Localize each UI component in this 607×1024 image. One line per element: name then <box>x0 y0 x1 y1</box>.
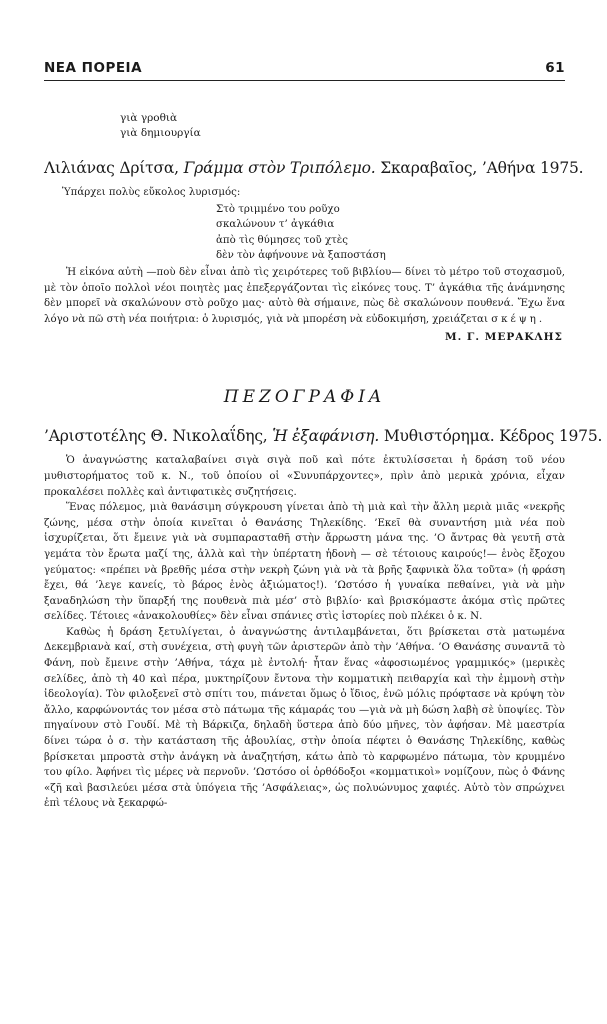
reviewer-signature: Μ. Γ. ΜΕΡΑΚΛΗΣ <box>445 331 563 344</box>
paragraph: Ὁ ἀναγνώστης καταλαβαίνει σιγὰ σιγὰ ποῦ καὶ πότε ἐκτυλίσσεται ἡ δράση τοῦ νέου μυθιστορήματος τοῦ κ. Ν., τοῦ ὁποίου οἱ «Συνυπάρχοντες», πρὶν ἀπὸ μερικὰ χρόνια, εἶχαν προκαλέσει πολλὲς καὶ ἀντιφατικὲς συζητήσεις. <box>44 455 565 498</box>
poem-fragment <box>120 111 565 141</box>
quote-line: δὲν τὸν ἀφήνουνε νὰ ξαποστάση <box>216 250 386 262</box>
journal-title: ΝΕΑ ΠΟΡΕΙΑ <box>44 60 143 76</box>
quote-line: ἀπὸ τὶς θύμησες τοῦ χτὲς <box>216 234 348 246</box>
paragraph: Ἕνας πόλεμος, μιὰ θανάσιμη σύγκρουση γίνεται ἀπὸ τὴ μιὰ καὶ τὴν ἄλλη μεριὰ μιᾶς «νεκρῆς ζώνης, μέσα στὴν ὁποία κινεῖται ὁ Θανάσης Τηλεκίδης. ’Εκεῖ θὰ συναντήση μιὰ νέα ποὺ ἰσχυρίζεται, ὅτι ἔμεινε γιὰ νὰ συμπαρασταθῆ στὴν ἄρρωστη μάνα της. ’Ο ἄντρας θὰ γευτῆ στὰ γεμάτα τὸν ἔρωτα μαζί της, ἀλλὰ καὶ τὴν ὑπέρτατη ἡδονὴ — σὲ τέτοιους καιρούς!— ἑνὸς ἔξοχου γεύματος: «πρέπει νὰ βρεθῆς μέσα στὴν νεκρὴ ζώνη γιὰ νὰ τὰ βρῆς ξαφνικὰ ὅλα τοῦτα» (ἡ φράση ἔχει, θά ’λεγε κανείς, τὸ βάρος ἑνὸς ἀξιώματος!). ’Ωστόσο ἡ γυναίκα πεθαίνει, γιὰ νὰ μὴν ξαναδηλώση τὴν ὕπαρξή της πουθενὰ πιὰ μέσ’ στὸ βιβλίο· καὶ βρισκόμαστε ἀκόμα στὶς πρῶτες σελίδες. Τέτοιες «ἀνακολουθίες» δὲν εἶναι σπάνιες στὶς ἱστορίες ποὺ πλέκει ὁ κ. Ν. <box>44 502 565 623</box>
poem-line: γιὰ δημιουργία <box>120 127 201 139</box>
citation-publisher: Σκαραβαῖος, ’Αθήνα 1975. <box>380 159 584 177</box>
review-body-text: Ἡ εἰκόνα αὐτὴ —ποὺ δὲν εἶναι ἀπὸ τὶς χειρότερες τοῦ βιβλίου— δίνει τὸ μέτρο τοῦ στοχασμοῦ, μὲ τὸν ὁποῖο πολλοὶ νέοι ποιητὲς μας ἐπεξεργάζονται τὶς εἰκόνες τους. Τ’ ἀγκάθια τῆς ἀνάμνησης δὲν μπορεῖ νὰ σκαλώνουν στὸ ροῦχο μας· αὐτὸ θὰ σήμαινε, πὼς δὲ σκαλώνουν πουθενά. Ἔχω ἕνα λόγο νὰ πῶ στὴ νέα ποιήτρια: ὁ λυρισμός, γιὰ νὰ μπορέση νὰ εὐδοκιμήση, χρειάζεται <box>44 266 565 325</box>
quoted-verse <box>216 202 565 264</box>
review-intro: Ὑπάρχει πολὺς εὔκολος λυρισμός: <box>62 187 241 198</box>
paragraph: Καθὼς ἡ δράση ξετυλίγεται, ὁ ἀναγνώστης ἀντιλαμβάνεται, ὅτι βρίσκεται στὰ ματωμένα Δεκεμβριανὰ καί, στὴ συνέχεια, στὴ φυγὴ τῶν ἀριστερῶν ἀπὸ τὴν ’Αθήνα. ’Ο Θανάσης συναντᾶ τὸ Φάνη, ποὺ ἔμεινε στὴν ’Αθήνα, τάχα μὲ ἐντολή· ἦταν ἕνας «ἀφοσιωμένος γραμμικός» (μερικὲς σελίδες, ἀπὸ τὴ 40 καὶ πέρα, μυκτηρίζουν ἔντονα τὴν κομματικὴ πειθαρχία καὶ τὴν ἐμμονὴ στὴν ἰδεολογία). Τὸν φιλοξενεῖ στὸ σπίτι του, πιάνεται ὅμως ὁ ἴδιος, ἐνῶ μόλις πρόφτασε νὰ κρύψη τὸν ἄλλο, καρφώνοντάς τον μέσα στὸ πάτωμα τῆς κάμαράς του —γιὰ νὰ μὴ δώση λαβὴ σὲ ὑποψίες. Τὸν πηγαίνουν στὸ Γουδί. Μὲ τὴ Βάρκιζα, δηλαδὴ ὕστερα ἀπὸ δύο μῆνες, τὸν ἀφήσαν. Μὲ μαεστρία δίνει τώρα ὁ σ. τὴν κατάσταση τῆς ἀβουλίας, στὴν ὁποία πέφτει ὁ Θανάσης Τηλεκίδης, καθὼς βρίσκεται μπροστὰ στὴν ἀνάγκη νὰ ἀναζητήση, κάτω ἀπὸ τὸ καρφωμένο πάτωμα, τὸν κρυμμένο του φίλο. Ἀφήνει τὶς μέρες νὰ περνοῦν. ’Ωστόσο οἱ ὀρθόδοξοι «κομματικοὶ» νομίζουν, πὼς ὁ Φάνης «ζῆ καὶ βασιλεύει μέσα στὰ ὑπόγεια τῆς ’Ασφάλειας», ὡς πολυώνυμος χαφιές. Αὐτὸ τὸν σπρώχνει ἐπὶ τέλους νὰ ξεκαρφώ- <box>44 626 565 810</box>
page-header <box>44 60 565 76</box>
review-body <box>44 453 565 812</box>
review-citation <box>44 427 603 446</box>
section-heading: ΠΕΖΟΓΡΑΦΙΑ <box>223 387 386 408</box>
citation-title: Ἡ ἐξαφάνιση. <box>272 427 380 446</box>
citation-author: Λιλιάνας Δρίτσα, <box>44 159 179 177</box>
citation-publisher: Μυθιστόρημα. Κέδρος 1975. <box>383 427 603 446</box>
citation-author: ’Αριστοτέλης Θ. Νικολαΐδης, <box>44 427 268 446</box>
header-rule <box>44 80 565 81</box>
review-citation <box>44 159 584 177</box>
citation-title: Γράμμα στὸν Τριπόλεμο. <box>183 159 376 177</box>
quote-line: Στὸ τριμμένο του ροῦχο <box>216 203 340 215</box>
page-number: 61 <box>545 60 565 76</box>
review-body-emphasis: σκέψη. <box>491 313 546 325</box>
quote-line: σκαλώνουν τ’ ἀγκάθια <box>216 219 335 231</box>
review-body <box>44 265 565 327</box>
poem-line: γιὰ γροθιὰ <box>120 112 178 124</box>
